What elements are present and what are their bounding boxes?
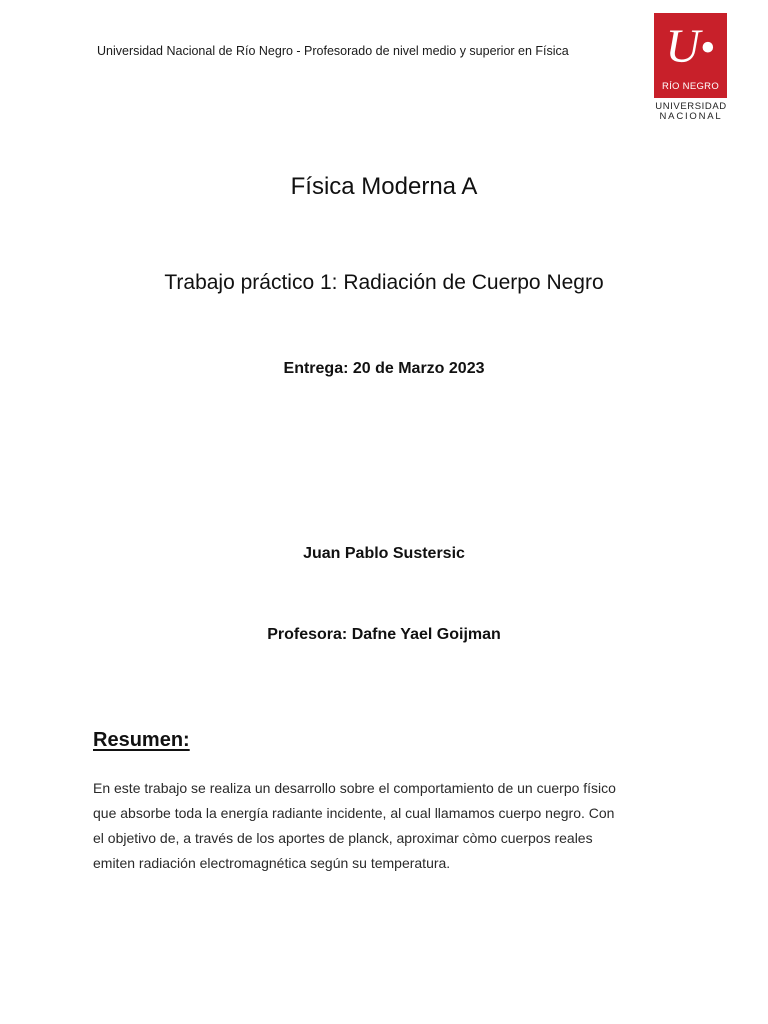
delivery-date: Entrega: 20 de Marzo 2023	[283, 360, 485, 377]
logo-line-universidad: UNIVERSIDAD	[655, 101, 727, 112]
logo-line-nacional: NACIONAL	[659, 111, 723, 122]
page-header: Universidad Nacional de Río Negro - Profesorado de nivel medio y superior en Física	[97, 44, 569, 58]
author-name: Juan Pablo Sustersic	[303, 545, 465, 562]
summary-line: emiten radiación electromagnética según su temperatura.	[93, 855, 451, 871]
logo-mark	[654, 21, 727, 74]
summary-paragraph	[93, 776, 683, 876]
logo-red-box	[654, 13, 727, 98]
summary-line: que absorbe toda la energía radiante incidente, al cual llamamos cuerpo negro. Con	[93, 805, 615, 821]
assignment-title: Trabajo práctico 1: Radiación de Cuerpo Negro	[164, 271, 604, 294]
summary-line: el objetivo de, a través de los aportes de planck, aproximar còmo cuerpos reales	[93, 830, 593, 846]
logo-mark-dot: •	[700, 23, 716, 72]
summary-heading: Resumen:	[93, 729, 190, 751]
university-logo	[652, 12, 728, 124]
logo-city: RÍO NEGRO	[661, 81, 720, 92]
course-title: Física Moderna A	[290, 173, 478, 200]
professor-name: Profesora: Dafne Yael Goijman	[267, 626, 501, 643]
logo-mark-letter: U	[665, 20, 701, 73]
summary-line: En este trabajo se realiza un desarrollo sobre el comportamiento de un cuerpo físico	[93, 780, 616, 796]
